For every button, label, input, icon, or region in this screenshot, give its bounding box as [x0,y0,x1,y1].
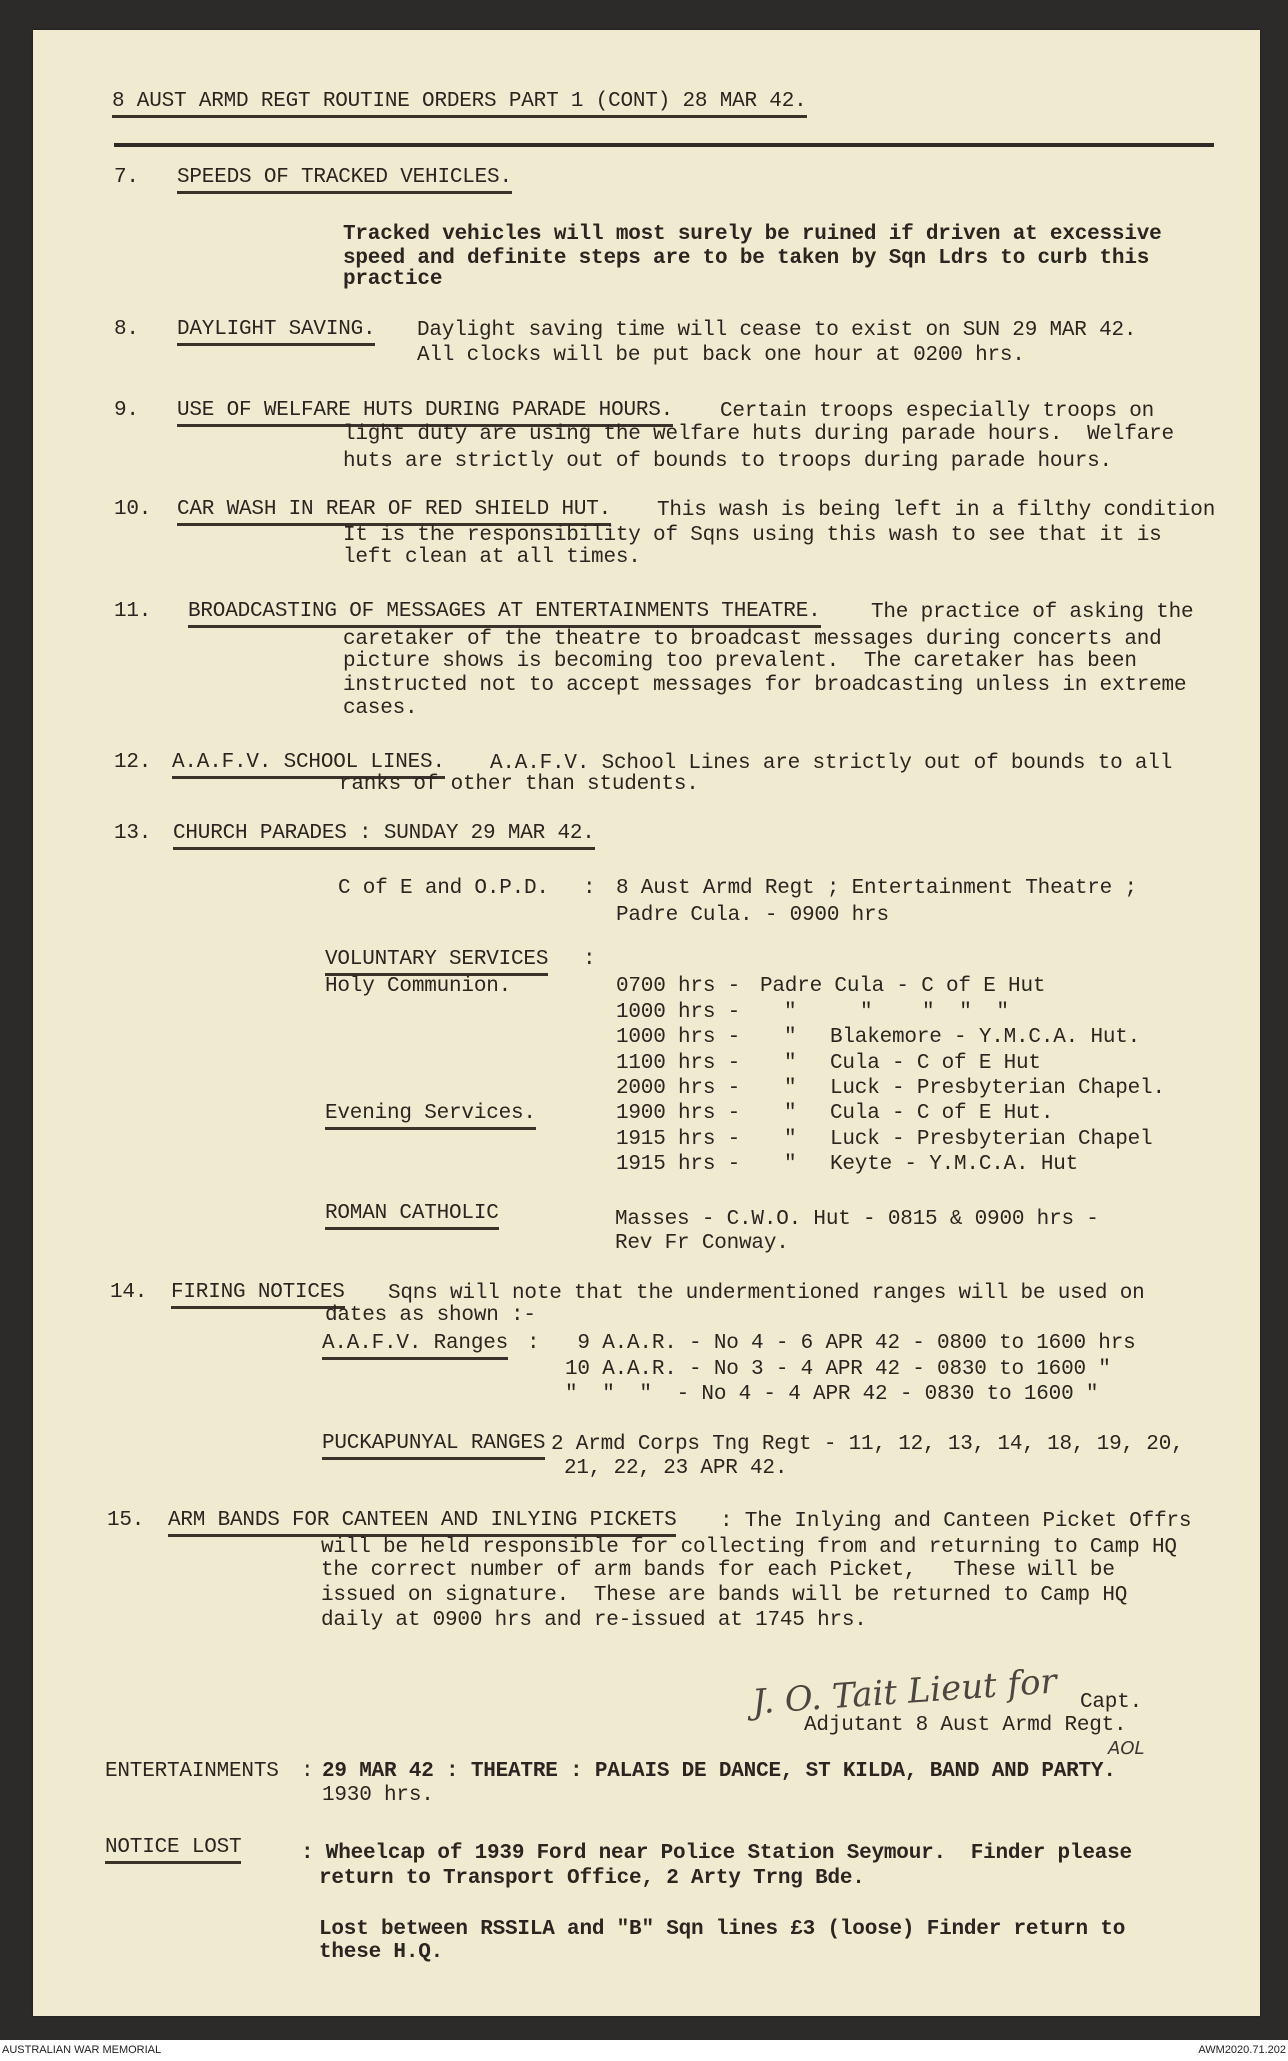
service-detail: Blakemore - Y.M.C.A. Hut. [830,1026,1141,1049]
ditto-mark: " [784,1001,797,1024]
notice-lost-label: NOTICE LOST [105,1835,241,1864]
range-row: " " " - No 4 - 4 APR 42 - 0830 to 1600 " [565,1383,1099,1406]
item-text: speed and definite steps are to be taken by Sqn Ldrs to curb this [343,247,1150,270]
item-heading: CAR WASH IN REAR OF RED SHIELD HUT. [177,497,611,526]
item-text: The practice of asking the [871,601,1194,624]
footer-accession-number: AWM2020.71.202 [1198,2044,1286,2056]
item-heading: SPEEDS OF TRACKED VEHICLES. [177,165,512,194]
item-text: left clean at all times. [343,546,641,569]
item-number: 8. [114,318,139,341]
service-detail: Luck - Presbyterian Chapel. [830,1077,1165,1100]
service-detail: Luck - Presbyterian Chapel [830,1128,1153,1151]
holy-communion-label: Holy Communion. [325,975,512,998]
item-text: the correct number of arm bands for each Picket, These will be [321,1559,1115,1582]
item-number: 14. [110,1281,148,1304]
cofe-text: 8 Aust Armd Regt ; Entertainment Theatre ; [616,877,1137,900]
notice-text: return to Transport Office, 2 Arty Trng Bde. [319,1867,865,1890]
item-number: 13. [114,822,152,845]
item-heading: USE OF WELFARE HUTS DURING PARADE HOURS. [177,398,673,427]
pucka-text: 2 Armd Corps Tng Regt - 11, 12, 13, 14, 18, 19, 20, [551,1433,1184,1456]
item-number: 15. [107,1509,145,1532]
item-heading: FIRING NOTICES [171,1280,345,1309]
item-heading: A.A.F.V. SCHOOL LINES. [172,750,445,779]
rc-text: Rev Fr Conway. [615,1232,789,1255]
signatory-title: Adjutant 8 Aust Armd Regt. [804,1714,1127,1737]
service-detail: Cula - C of E Hut. [830,1102,1054,1125]
ditto-mark: " [784,1128,797,1151]
item-text: This wash is being left in a filthy condition [657,499,1216,522]
item-text: All clocks will be put back one hour at 0200 hrs. [417,344,1025,367]
service-detail: Cula - C of E Hut [830,1052,1041,1075]
item-heading: CHURCH PARADES : SUNDAY 29 MAR 42. [173,821,595,850]
service-time: 1000 hrs - [616,1026,741,1049]
item-number: 10. [114,498,152,521]
item-number: 12. [114,751,152,774]
item-number: 7. [114,166,139,189]
item-text: huts are strictly out of bounds to troops during parade hours. [343,450,1112,473]
handwritten-signature: J. O. Tait Lieut for [750,1661,1059,1723]
item-text: Daylight saving time will cease to exist on SUN 29 MAR 42. [417,319,1137,342]
title-divider [114,143,1214,147]
ditto-mark: " [784,1102,797,1125]
service-time: 1000 hrs - [616,1001,741,1024]
colon: : [583,877,596,900]
service-detail: Padre Cula - C of E Hut [760,975,1046,998]
item-text: A.A.F.V. School Lines are strictly out of bounds to all [490,752,1173,775]
ditto-mark: " [784,1026,797,1049]
document-title: 8 AUST ARMD REGT ROUTINE ORDERS PART 1 (CONT) 28 MAR 42. [112,89,807,118]
item-text: Sqns will note that the undermentioned ranges will be used on [388,1282,1145,1305]
notice-text: these H.Q. [319,1941,444,1964]
ditto-mark: " [784,1077,797,1100]
item-heading: DAYLIGHT SAVING. [177,317,375,346]
item-text: issued on signature. These are bands will be returned to Camp HQ [321,1584,1128,1607]
ditto-mark: " [784,1052,797,1075]
ditto-mark: " [784,1153,797,1176]
entertainments-label: ENTERTAINMENTS [105,1760,279,1783]
signatory-rank: Capt. [1080,1691,1143,1714]
evening-services-label: Evening Services. [325,1101,536,1130]
service-time: 1915 hrs - [616,1128,741,1151]
entertainments-text: 29 MAR 42 : THEATRE : PALAIS DE DANCE, ST KILDA, BAND AND PARTY. [322,1760,1116,1783]
cofe-label: C of E and O.P.D. [338,877,549,900]
service-time: 0700 hrs - [616,975,741,998]
item-text: Tracked vehicles will most surely be ruined if driven at excessive [343,223,1162,246]
colon: : [583,948,596,971]
item-text: caretaker of the theatre to broadcast messages during concerts and [343,628,1162,651]
voluntary-services-label: VOLUNTARY SERVICES [325,947,548,976]
item-text: : The Inlying and Canteen Picket Offrs [720,1510,1192,1533]
item-text: light duty are using the welfare huts during parade hours. Welfare [343,423,1174,446]
puckapunyal-ranges-label: PUCKAPUNYAL RANGES [322,1431,545,1460]
item-number: 9. [114,399,139,422]
item-text: dates as shown :- [325,1304,536,1327]
aafv-ranges-label: A.A.F.V. Ranges [322,1331,508,1360]
service-detail: " " " " [860,1001,1009,1024]
service-detail: Keyte - Y.M.C.A. Hut [830,1153,1079,1176]
item-text: It is the responsibility of Sqns using this wash to see that it is [343,524,1162,547]
colon: : [301,1760,314,1783]
item-text: will be held responsible for collecting from and returning to Camp HQ [321,1536,1177,1559]
footer-credit: AUSTRALIAN WAR MEMORIAL [2,2044,162,2056]
range-row: 10 A.A.R. - No 3 - 4 APR 42 - 0830 to 1600 " [565,1358,1111,1381]
service-time: 1915 hrs - [616,1153,741,1176]
roman-catholic-label: ROMAN CATHOLIC [325,1201,499,1230]
item-heading: ARM BANDS FOR CANTEEN AND INLYING PICKETS [168,1508,676,1537]
entertainments-text: 1930 hrs. [322,1784,434,1807]
item-text: cases. [343,697,418,720]
cofe-text: Padre Cula. - 0900 hrs [616,904,889,927]
item-text: practice [343,268,443,291]
item-number: 11. [114,600,152,623]
colon: : [527,1332,540,1355]
service-time: 2000 hrs - [616,1077,741,1100]
item-text: Certain troops especially troops on [720,400,1155,423]
notice-text: : Wheelcap of 1939 Ford near Police Station Seymour. Finder please [301,1842,1132,1865]
service-time: 1900 hrs - [616,1102,741,1125]
pucka-text: 21, 22, 23 APR 42. [564,1457,788,1480]
item-text: ranks of other than students. [339,773,699,796]
item-text: picture shows is becoming too prevalent. The caretaker has been [343,650,1137,673]
item-heading: BROADCASTING OF MESSAGES AT ENTERTAINMENTS THEATRE. [188,599,821,628]
item-text: daily at 0900 hrs and re-issued at 1745 hrs. [321,1609,867,1632]
notice-text: Lost between RSSILA and "B" Sqn lines £3 (loose) Finder return to [319,1918,1126,1941]
handwritten-initials: AOL [1108,1738,1145,1759]
service-time: 1100 hrs - [616,1052,741,1075]
item-text: instructed not to accept messages for broadcasting unless in extreme [343,674,1187,697]
range-row: 9 A.A.R. - No 4 - 6 APR 42 - 0800 to 1600 hrs [565,1332,1136,1355]
rc-text: Masses - C.W.O. Hut - 0815 & 0900 hrs - [615,1208,1099,1231]
